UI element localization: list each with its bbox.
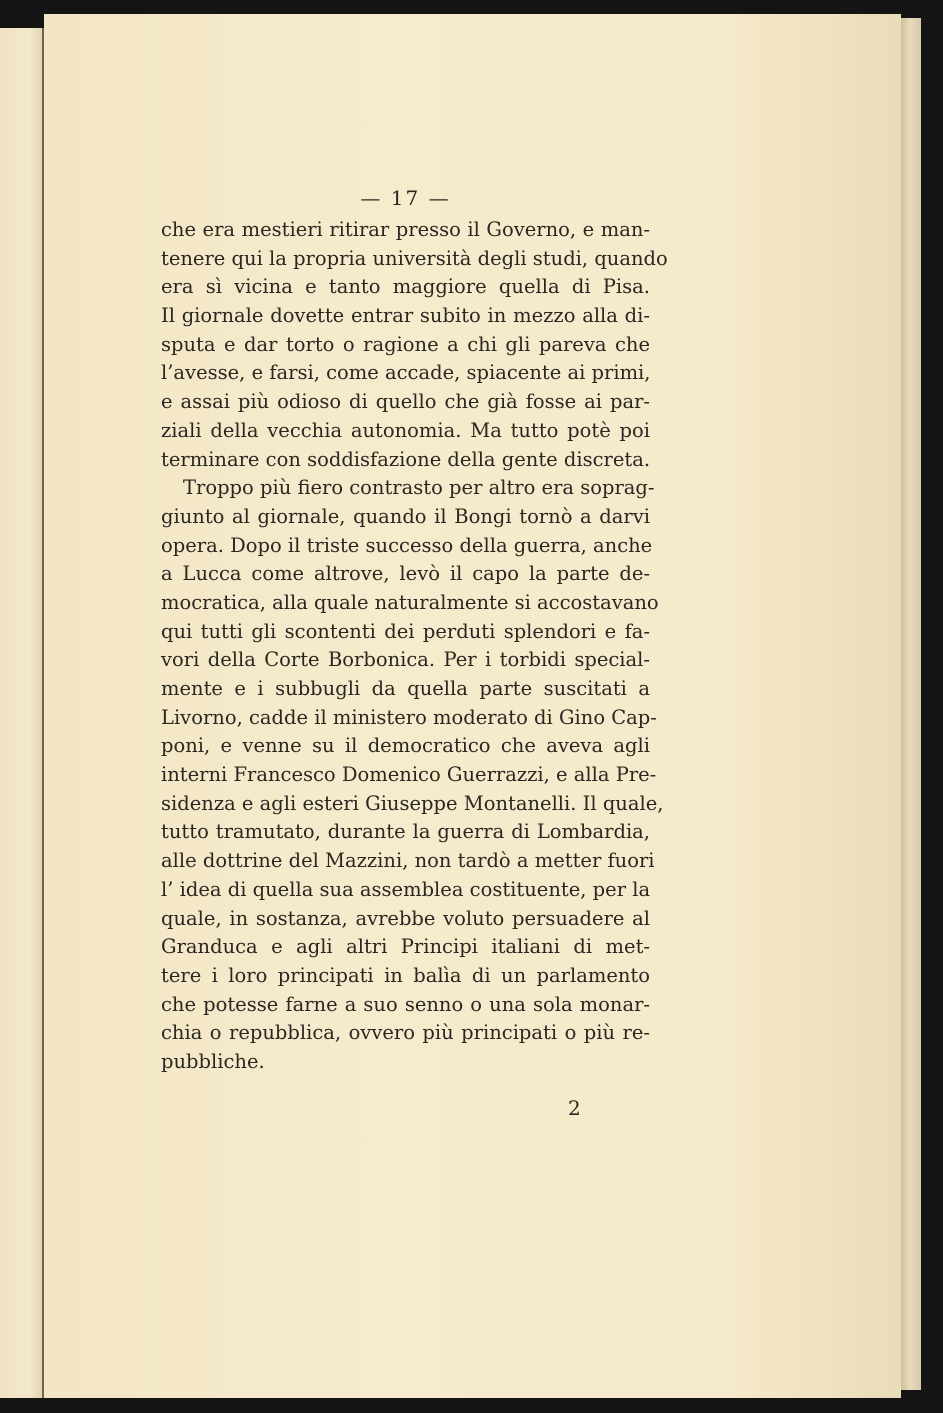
text-line: a Lucca come altrove, levò il capo la parte de- <box>161 562 650 586</box>
text-line: l’ idea di quella sua assemblea costituente, per la <box>161 877 651 901</box>
text-line: vori della Corte Borbonica. Per i torbidi special- <box>161 648 650 672</box>
text-line: chia o repubblica, ovvero più principati o più re- <box>161 1021 650 1045</box>
text-line: l’avesse, e farsi, come accade, spiacente ai primi, <box>161 361 651 385</box>
text-line: giunto al giornale, quando il Bongi tornò a darvi <box>161 504 650 528</box>
text-line: Il giornale dovette entrar subito in mezzo alla di- <box>161 304 650 328</box>
text-line: ziali della vecchia autonomia. Ma tutto potè poi <box>161 418 650 442</box>
text-line: quale, in sostanza, avrebbe voluto persuadere al <box>161 906 650 930</box>
page-block-edge <box>901 18 921 1390</box>
text-line: sputa e dar torto o ragione a chi gli pareva che <box>161 332 650 356</box>
text-line: mocratica, alla quale naturalmente si accostavano <box>161 590 659 614</box>
text-line: tere i loro principati in balìa di un parlamento <box>161 963 650 987</box>
text-line: terminare con soddisfazione della gente discreta. <box>161 447 651 471</box>
body-text <box>161 216 668 1077</box>
text-line: Livorno, cadde il ministero moderato di Gino Cap- <box>161 705 657 729</box>
signature-mark: 2 <box>568 1096 581 1120</box>
text-line: che era mestieri ritirar presso il Governo, e man- <box>161 218 650 241</box>
left-page-edge <box>0 28 44 1398</box>
text-line: opera. Dopo il triste successo della guerra, anche <box>161 533 653 557</box>
text-line: interni Francesco Domenico Guerrazzi, e alla Pre- <box>161 763 657 787</box>
page-number: — 17 — <box>360 186 451 210</box>
text-line: pubbliche. <box>161 1049 265 1073</box>
text-line: sidenza e agli esteri Giuseppe Montanelli. Il quale, <box>161 791 664 815</box>
text-line: qui tutti gli scontenti dei perduti splendori e fa- <box>161 619 650 643</box>
text-line: Troppo più fiero contrasto per altro era soprag- <box>183 476 655 500</box>
text-line: era sì vicina e tanto maggiore quella di Pisa. <box>161 275 650 299</box>
text-line: tenere qui la propria università degli studi, quando <box>161 246 668 270</box>
text-line: Granduca e agli altri Principi italiani di met- <box>161 935 650 959</box>
text-line: poni, e venne su il democratico che aveva agli <box>161 734 650 758</box>
text-line: tutto tramutato, durante la guerra di Lombardia, <box>161 820 650 844</box>
text-line: e assai più odioso di quello che già fosse ai par- <box>161 390 650 414</box>
text-block <box>161 180 668 1077</box>
text-line: che potesse farne a suo senno o una sola monar- <box>161 992 650 1016</box>
text-line: mente e i subbugli da quella parte suscitati a <box>161 677 650 700</box>
text-line: alle dottrine del Mazzini, non tardò a metter fuori <box>161 849 655 873</box>
